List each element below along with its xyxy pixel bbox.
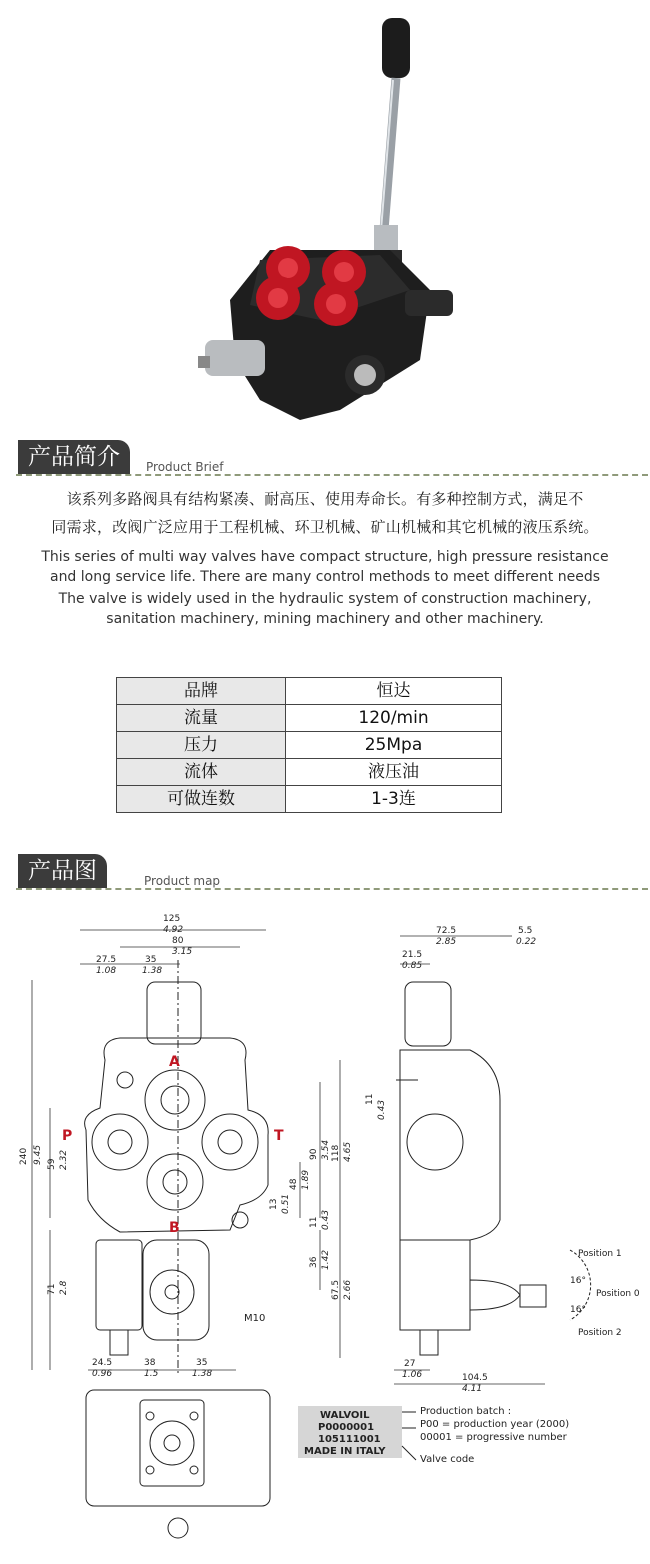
map-subtitle: Product map bbox=[144, 874, 221, 888]
spec-value: 液压油 bbox=[286, 759, 502, 786]
dim-text: 2.8 bbox=[59, 1280, 69, 1295]
port-labels bbox=[62, 1054, 284, 1236]
header-divider bbox=[16, 474, 648, 476]
spec-key: 压力 bbox=[117, 732, 286, 759]
dim-text: 21.5 bbox=[402, 950, 423, 960]
valve-code-label: Valve code bbox=[420, 1454, 475, 1465]
brief-header bbox=[0, 440, 650, 480]
dim-text: 125 bbox=[163, 914, 181, 924]
dim-text: 0.43 bbox=[377, 1099, 387, 1120]
spec-key: 流体 bbox=[117, 759, 286, 786]
table-row bbox=[117, 705, 502, 732]
brief-en-line1: This series of multi way valves have compact structure, high pressure resistance bbox=[41, 549, 609, 565]
dim-text: 0.43 bbox=[321, 1209, 331, 1230]
dim-text: 2.85 bbox=[436, 937, 457, 947]
technical-drawing bbox=[0, 900, 650, 1564]
dim-text: 36 bbox=[309, 1256, 319, 1268]
brief-title: 产品简介 bbox=[18, 440, 130, 474]
spec-key: 可做连数 bbox=[117, 786, 286, 813]
dim-text: 1.38 bbox=[192, 1369, 213, 1379]
dim-text: 24.5 bbox=[92, 1358, 113, 1368]
dim-text: 104.5 bbox=[462, 1373, 488, 1383]
thread-label: M10 bbox=[244, 1313, 266, 1324]
dim-text: 11 bbox=[365, 1093, 375, 1105]
spec-table bbox=[116, 677, 502, 813]
dimension-lines bbox=[32, 930, 340, 1370]
dim-text: 2.66 bbox=[343, 1279, 353, 1300]
dim-text: 11 bbox=[309, 1216, 319, 1228]
dim-text: 4.65 bbox=[343, 1141, 353, 1162]
port-b-label: B bbox=[169, 1220, 180, 1236]
dim-text: 27.5 bbox=[96, 955, 117, 965]
dim-text: 1.38 bbox=[142, 966, 163, 976]
spec-key: 流量 bbox=[117, 705, 286, 732]
table-row bbox=[117, 678, 502, 705]
dim-text: 9.45 bbox=[33, 1144, 43, 1165]
dim-text: 0.85 bbox=[402, 961, 423, 971]
brief-en-line4: sanitation machinery, mining machinery and other machinery. bbox=[106, 611, 544, 627]
dim-text: 1.08 bbox=[96, 966, 117, 976]
spec-value: 120/min bbox=[286, 705, 502, 732]
dim-text: 90 bbox=[309, 1148, 319, 1160]
plate-line: MADE IN ITALY bbox=[304, 1446, 386, 1457]
angle-label-bottom: 16° bbox=[570, 1305, 586, 1315]
brief-zh-line1: 该系列多路阀具有结构紧凑、耐高压、使用寿命长。有多种控制方式，满足不 bbox=[66, 490, 584, 508]
dim-text: 1.89 bbox=[301, 1169, 311, 1190]
position-2-label: Position 2 bbox=[578, 1328, 622, 1338]
dim-text: 72.5 bbox=[436, 926, 457, 936]
dim-text: 35 bbox=[196, 1358, 208, 1368]
map-title: 产品图 bbox=[18, 854, 107, 888]
brief-zh-line2: 同需求，改阀广泛应用于工程机械、环卫机械、矿山机械和其它机械的液压系统。 bbox=[51, 518, 599, 536]
dim-text: 0.96 bbox=[92, 1369, 113, 1379]
dim-text: 2.32 bbox=[59, 1149, 69, 1170]
map-header bbox=[0, 854, 650, 894]
side-view bbox=[396, 982, 591, 1355]
spec-value: 恒达 bbox=[286, 678, 502, 705]
dim-text: 4.92 bbox=[163, 925, 184, 935]
dim-text: 48 bbox=[289, 1178, 299, 1190]
dim-text: 38 bbox=[144, 1358, 156, 1368]
port-t-label: T bbox=[274, 1128, 284, 1144]
dim-text: 118 bbox=[331, 1144, 341, 1162]
spec-value: 25Mpa bbox=[286, 732, 502, 759]
dim-text: 35 bbox=[145, 955, 157, 965]
dim-text: 80 bbox=[172, 936, 184, 946]
dim-text: 0.22 bbox=[516, 937, 537, 947]
port-a-label: A bbox=[169, 1054, 180, 1070]
table-row bbox=[117, 732, 502, 759]
spec-value: 1-3连 bbox=[286, 786, 502, 813]
position-1-label: Position 1 bbox=[578, 1249, 622, 1259]
dim-text: 3.54 bbox=[321, 1139, 331, 1160]
batch-title: Production batch : bbox=[420, 1406, 512, 1417]
dim-text: 1.42 bbox=[321, 1249, 331, 1270]
dim-text: 3.15 bbox=[172, 947, 193, 957]
plate-line: WALVOIL bbox=[320, 1410, 370, 1421]
product-photo bbox=[0, 0, 650, 440]
dim-text: 67.5 bbox=[331, 1279, 341, 1300]
side-dimension-text bbox=[365, 926, 640, 1394]
dim-text: 71 bbox=[47, 1283, 57, 1295]
dim-text: 240 bbox=[19, 1147, 29, 1165]
plate-line: P0000001 bbox=[318, 1422, 375, 1433]
table-row bbox=[117, 759, 502, 786]
front-view bbox=[85, 960, 269, 1375]
port-p-label: P bbox=[62, 1128, 73, 1144]
brief-subtitle: Product Brief bbox=[146, 460, 224, 474]
plate-line: 105111001 bbox=[318, 1434, 381, 1445]
dim-text: 59 bbox=[47, 1158, 57, 1170]
dim-text: 13 bbox=[269, 1198, 279, 1210]
batch-line1: P00 = production year (2000) bbox=[420, 1419, 570, 1430]
brief-en-line3: The valve is widely used in the hydraulic system of construction machinery, bbox=[58, 591, 592, 607]
position-0-label: Position 0 bbox=[596, 1289, 640, 1299]
spec-key: 品牌 bbox=[117, 678, 286, 705]
angle-label-top: 16° bbox=[570, 1276, 586, 1286]
dim-text: 0.51 bbox=[281, 1193, 291, 1214]
dim-text: 5.5 bbox=[518, 926, 533, 936]
dim-text: 1.06 bbox=[402, 1370, 423, 1380]
table-row bbox=[117, 786, 502, 813]
dim-text: 27 bbox=[404, 1359, 416, 1369]
brief-en-line2: and long service life. There are many control methods to meet different needs bbox=[49, 569, 601, 585]
batch-line2: 00001 = progressive number bbox=[420, 1432, 567, 1443]
dim-text: 4.11 bbox=[462, 1384, 483, 1394]
header-divider bbox=[16, 888, 648, 890]
dim-text: 1.5 bbox=[144, 1369, 159, 1379]
label-plate-text bbox=[304, 1406, 569, 1465]
